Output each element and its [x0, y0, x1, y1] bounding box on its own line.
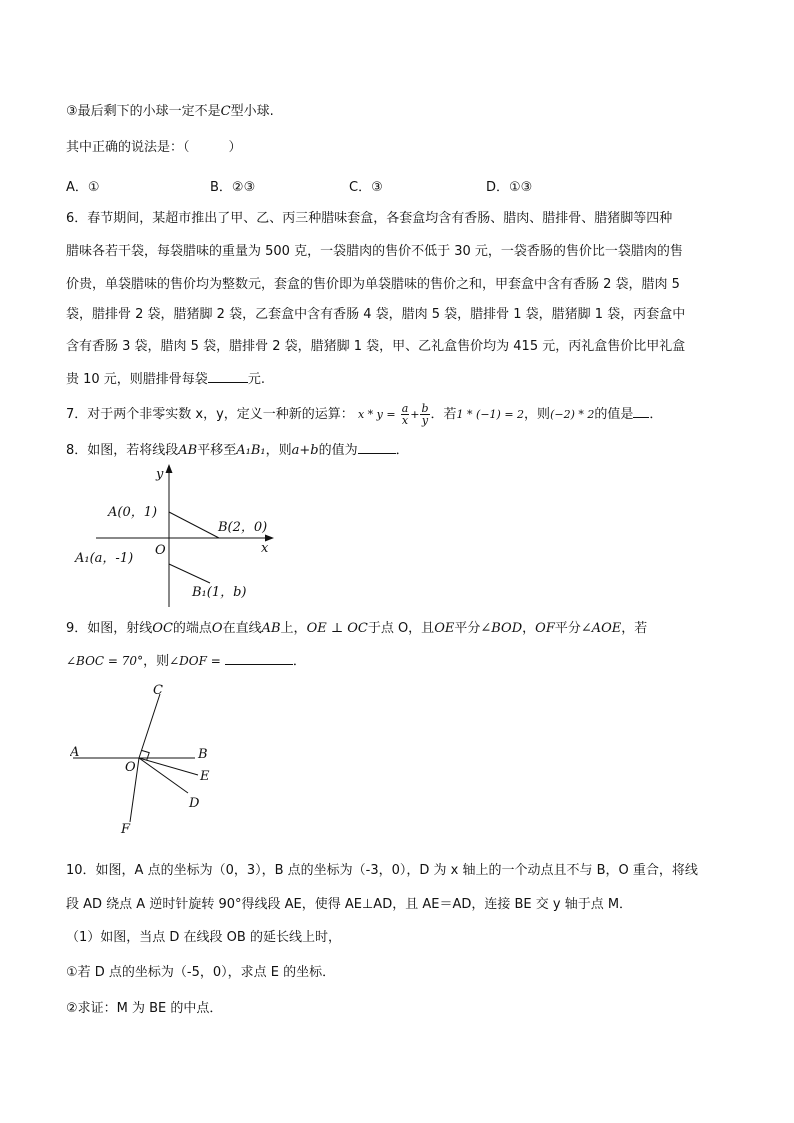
- q5-option-b: B．②③: [210, 180, 256, 195]
- q5-option-c: C．③: [349, 180, 383, 195]
- q5-option-d: D．①③: [486, 180, 533, 195]
- y-axis-label: y: [156, 467, 164, 482]
- answer-blank: [225, 652, 293, 665]
- q10-line-4: ①若 D 点的坐标为（-5，0），求点 E 的坐标．: [66, 965, 336, 980]
- q10-line-5: ②求证：M 为 BE 的中点．: [66, 1001, 223, 1016]
- q9-angle-figure: [70, 680, 230, 840]
- label-a: A: [70, 745, 80, 760]
- q6-line-1: 6．春节期间，某超市推出了甲、乙、丙三种腊味套盒，各套盒均含有香肠、腊肉、腊排骨、腊猪脚等四种: [66, 211, 673, 226]
- q10-line-3: （1）如图，当点 D 在线段 OB 的延长线上时，: [66, 930, 341, 945]
- label-b: B: [198, 747, 208, 762]
- segment-a1b1: [169, 564, 210, 583]
- ray-oe: [139, 758, 198, 775]
- label-d: D: [189, 796, 200, 811]
- label-e: E: [200, 769, 210, 784]
- q8-coordinate-figure: [70, 462, 290, 612]
- y-axis-arrow: [166, 464, 173, 473]
- origin-label: O: [155, 543, 166, 558]
- answer-blank: [358, 441, 396, 454]
- q5-question: 其中正确的说法是：（ ）: [66, 140, 242, 155]
- q5-statement-3: ③最后剩下的小球一定不是C型小球.: [66, 104, 274, 119]
- q6-line-2: 腊味各若干袋，每袋腊味的重量为 500 克，一袋腊肉的售价不低于 30 元，一袋香肠的售价比一袋腊肉的售: [66, 244, 683, 259]
- q6-line-6: 贵 10 元，则腊排骨每袋 元.: [66, 372, 265, 387]
- label-f: F: [121, 822, 131, 837]
- label-c: C: [153, 683, 163, 698]
- q6-line-4: 袋，腊排骨 2 袋，腊猪脚 2 袋，乙套盒中含有香肠 4 袋，腊肉 5 袋，腊排骨 1 袋，腊猪脚 1 袋，丙套盒中: [66, 307, 686, 322]
- q8-line: 8．如图，若将线段AB平移至A₁B₁，则a+b的值为 ．: [66, 443, 409, 458]
- q9-line-2: ∠BOC = 70°，则∠DOF = ．: [66, 654, 306, 669]
- fraction-a-over-x: $\frac{a}{x}$: [401, 402, 409, 427]
- q9-line-1: 9．如图，射线OC的端点O在直线AB上，OE ⊥ OC于点 O，且OE平分∠BOD，OF平分∠AOE，若: [66, 621, 648, 636]
- ray-od: [139, 758, 188, 793]
- q6-line-3: 价贵，单袋腊味的售价均为整数元，套盒的售价即为单袋腊味的售价之和，甲套盒中含有香肠 2 袋，腊肉 5: [66, 277, 680, 292]
- fraction-b-over-y: $\frac{b}{y}$: [421, 402, 429, 427]
- answer-blank: [633, 405, 649, 418]
- q10-line-2: 段 AD 绕点 A 逆时针旋转 90°得线段 AE，使得 AE⊥AD，且 AE＝AD，连接 BE 交 y 轴于点 M．: [66, 897, 633, 912]
- answer-blank: [208, 370, 248, 383]
- point-a1-label: A₁(a，-1): [75, 551, 134, 566]
- label-o: O: [125, 760, 136, 775]
- segment-ab: [169, 512, 219, 538]
- point-b-label: B(2，0): [218, 520, 268, 535]
- q6-line-5: 含有香肠 3 袋，腊肉 5 袋，腊排骨 2 袋，腊猪脚 1 袋，甲、乙礼盒售价均为 415 元，丙礼盒售价比甲礼盒: [66, 339, 686, 354]
- ray-oc: [139, 694, 160, 758]
- point-b1-label: B₁(1，b): [192, 585, 247, 600]
- q7-line: 7．对于两个非零实数 x，y，定义一种新的运算： x * y = $\frac{a}{x}$ + $\frac{b}{y}$ ．若1 * (−1) = 2，则(−2) * 2的值是 ．: [66, 402, 663, 427]
- point-a-label: A(0，1): [108, 505, 158, 520]
- x-axis-label: x: [261, 541, 269, 556]
- q5-option-a: A．①: [66, 180, 100, 195]
- q10-line-1: 10．如图，A 点的坐标为（0，3），B 点的坐标为（-3，0），D 为 x 轴上的一个动点且不与 B，O 重合，将线: [66, 863, 698, 878]
